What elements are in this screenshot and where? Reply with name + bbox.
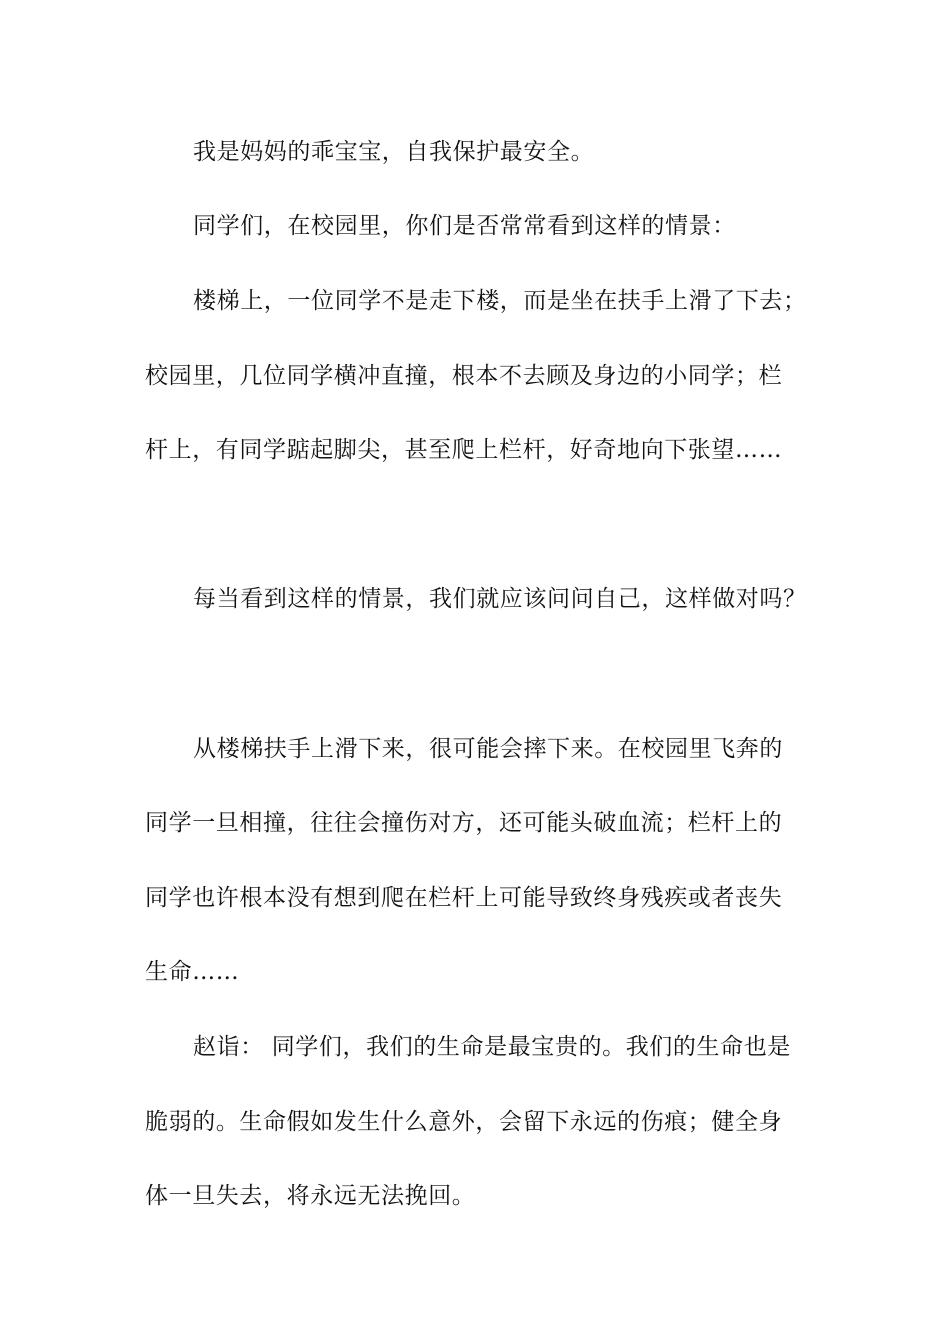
paragraph-line-3: 楼梯上，一位同学不是走下楼，而是坐在扶手上滑了下去； xyxy=(193,288,807,314)
paragraph-line-5: 杆上，有同学踮起脚尖，甚至爬上栏杆，好奇地向下张望…… xyxy=(145,437,783,463)
paragraph-line-6: 每当看到这样的情景，我们就应该问问自己，这样做对吗？ xyxy=(193,586,807,612)
paragraph-line-2: 同学们，在校园里，你们是否常常看到这样的情景： xyxy=(193,213,736,239)
paragraph-line-10: 生命…… xyxy=(145,959,240,985)
paragraph-line-11: 赵诣： 同学们，我们的生命是最宝贵的。我们的生命也是 xyxy=(193,1034,791,1060)
paragraph-line-13: 体一旦失去，将永远无法挽回。 xyxy=(145,1183,476,1209)
paragraph-line-4: 校园里，几位同学横冲直撞，根本不去顾及身边的小同学；栏 xyxy=(145,363,783,389)
paragraph-line-12: 脆弱的。生命假如发生什么意外，会留下永远的伤痕；健全身 xyxy=(145,1109,783,1135)
paragraph-line-9: 同学也许根本没有想到爬在栏杆上可能导致终身残疾或者丧失 xyxy=(145,885,783,911)
paragraph-line-8: 同学一旦相撞，往往会撞伤对方，还可能头破血流；栏杆上的 xyxy=(145,810,783,836)
paragraph-line-7: 从楼梯扶手上滑下来，很可能会摔下来。在校园里飞奔的 xyxy=(193,736,783,762)
paragraph-line-1: 我是妈妈的乖宝宝，自我保护最安全。 xyxy=(193,139,595,165)
